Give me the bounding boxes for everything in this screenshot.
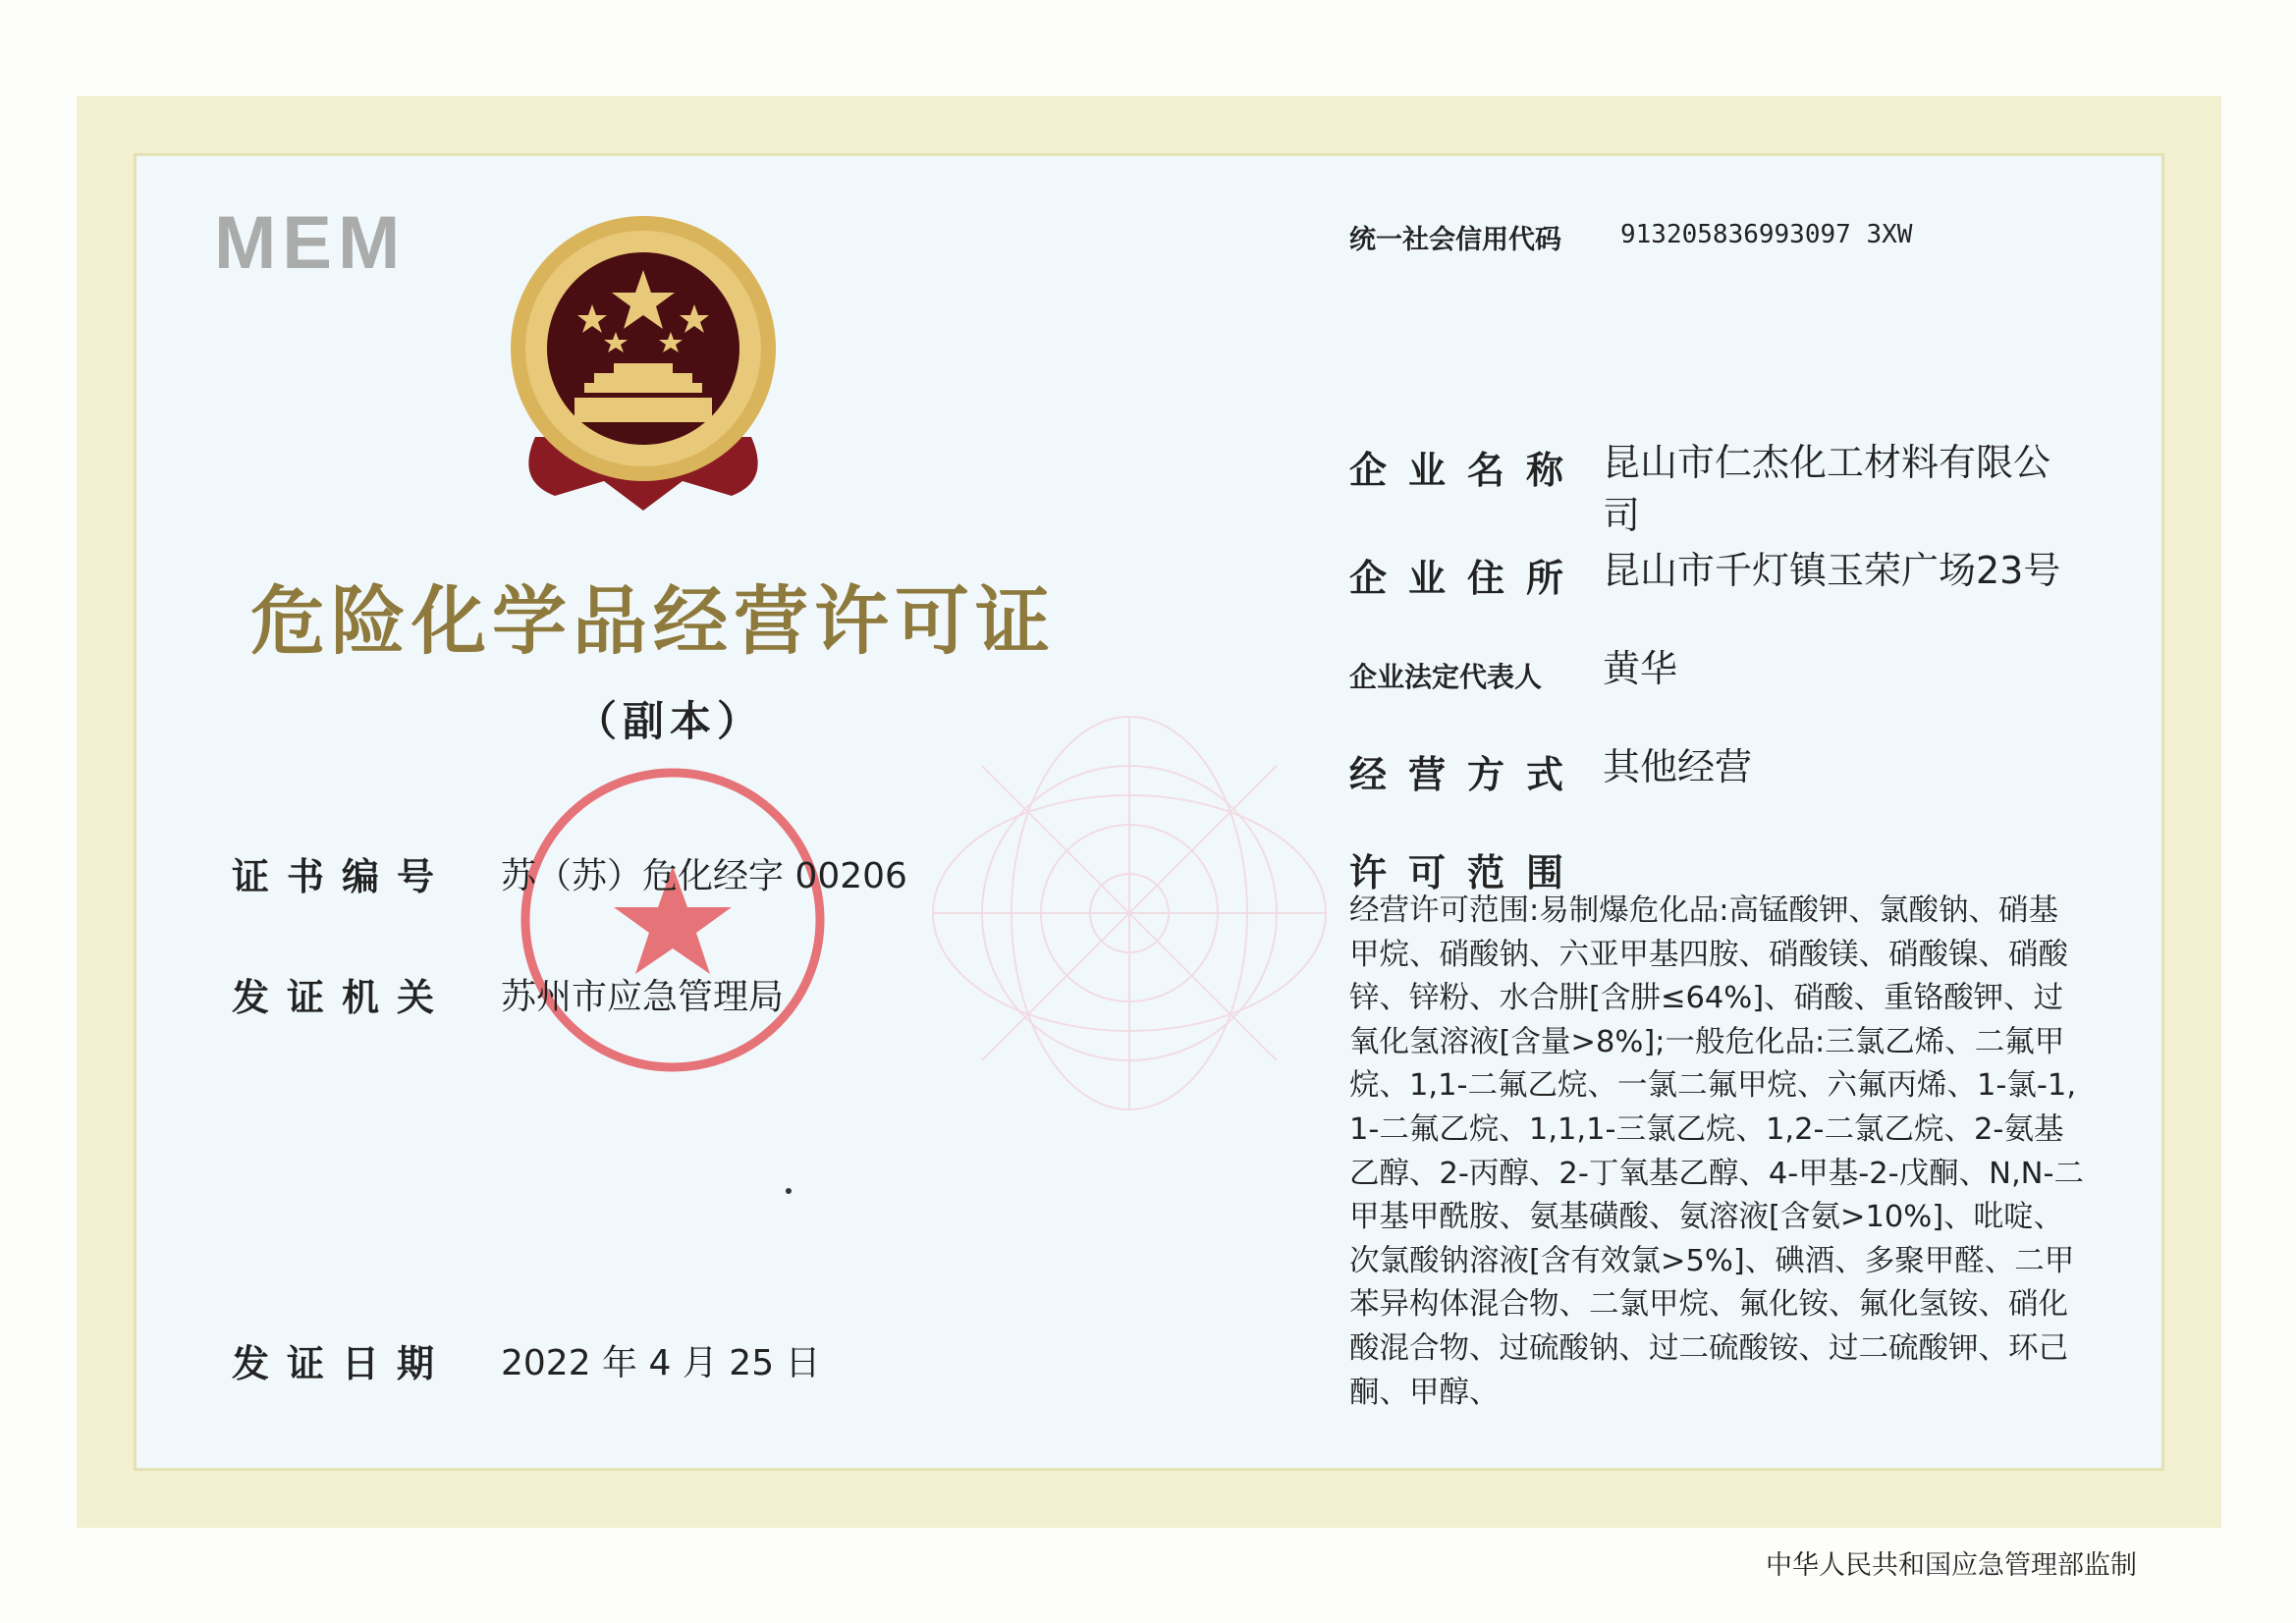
credit-code-label: 统一社会信用代码: [1349, 225, 1561, 255]
official-seal-icon: [511, 758, 835, 1082]
issuing-authority-value: 苏州市应急管理局: [501, 977, 785, 1017]
copy-tag: （副本）: [575, 697, 765, 745]
issue-date-value: 2022 年 4 月 25 日: [501, 1343, 821, 1383]
rosette-watermark-icon: [864, 707, 1394, 1119]
enterprise-name-value-line1: 昆山市仁杰化工材料有限公: [1603, 441, 2051, 484]
enterprise-address-label: 企业住所: [1349, 557, 1586, 600]
national-emblem-icon: [496, 216, 791, 520]
enterprise-address-value: 昆山市千灯镇玉荣广场23号: [1603, 549, 2061, 592]
license-scope-text: 经营许可范围:易制爆危化品:高锰酸钾、氯酸钠、硝基甲烷、硝酸钠、六亚甲基四胺、硝酸镁、硝酸镍、硝酸锌、锌粉、水合肼[含肼≤64%]、硝酸、重铬酸钾、过氧化氢溶液[含量>8%];一般危化品:三氯乙烯、二氟甲烷、1,1-二氟乙烷、一氯二氟甲烷、六氟丙烯、1-氯-1,1-二氟乙烷、1,1,1-三氯乙烷、1,2-二氯乙烷、2-氨基乙醇、2-丙醇、2-丁氧基乙醇、4-甲基-2-戊酮、N,N-二甲基甲酰胺、氨基磺酸、氨溶液[含氨>10%]、吡啶、次氯酸钠溶液[含有效氯>5%]、碘酒、多聚甲醛、二甲苯异构体混合物、二氯甲烷、氟化铵、氟化氢铵、硝化酸混合物、过硫酸钠、过二硫酸铵、过二硫酸钾、环己酮、甲醇、: [1349, 893, 2084, 1410]
enterprise-name-value-line2: 司: [1603, 494, 1641, 537]
business-mode-label: 经营方式: [1349, 753, 1586, 796]
issue-date-label: 发证日期: [232, 1342, 453, 1385]
license-scope-label: 许可范围: [1349, 851, 1586, 894]
certificate-number-value: 苏（苏）危化经字 00206: [501, 856, 907, 896]
business-mode-value: 其他经营: [1603, 745, 1753, 788]
certificate-title: 危险化学品经营许可证: [250, 577, 1056, 665]
legal-representative-value: 黄华: [1603, 647, 1678, 690]
legal-representative-label: 企业法定代表人: [1349, 661, 1543, 693]
certificate-number-label: 证书编号: [232, 855, 453, 898]
enterprise-name-label: 企业名称: [1349, 449, 1586, 492]
mem-logo: MEM: [214, 201, 407, 285]
supervisor-note: 中华人民共和国应急管理部监制: [1766, 1550, 2137, 1581]
credit-code-value: 913205836993097 3XW: [1620, 220, 1913, 249]
issuing-authority-label: 发证机关: [232, 976, 453, 1019]
ink-dot: [786, 1188, 792, 1194]
